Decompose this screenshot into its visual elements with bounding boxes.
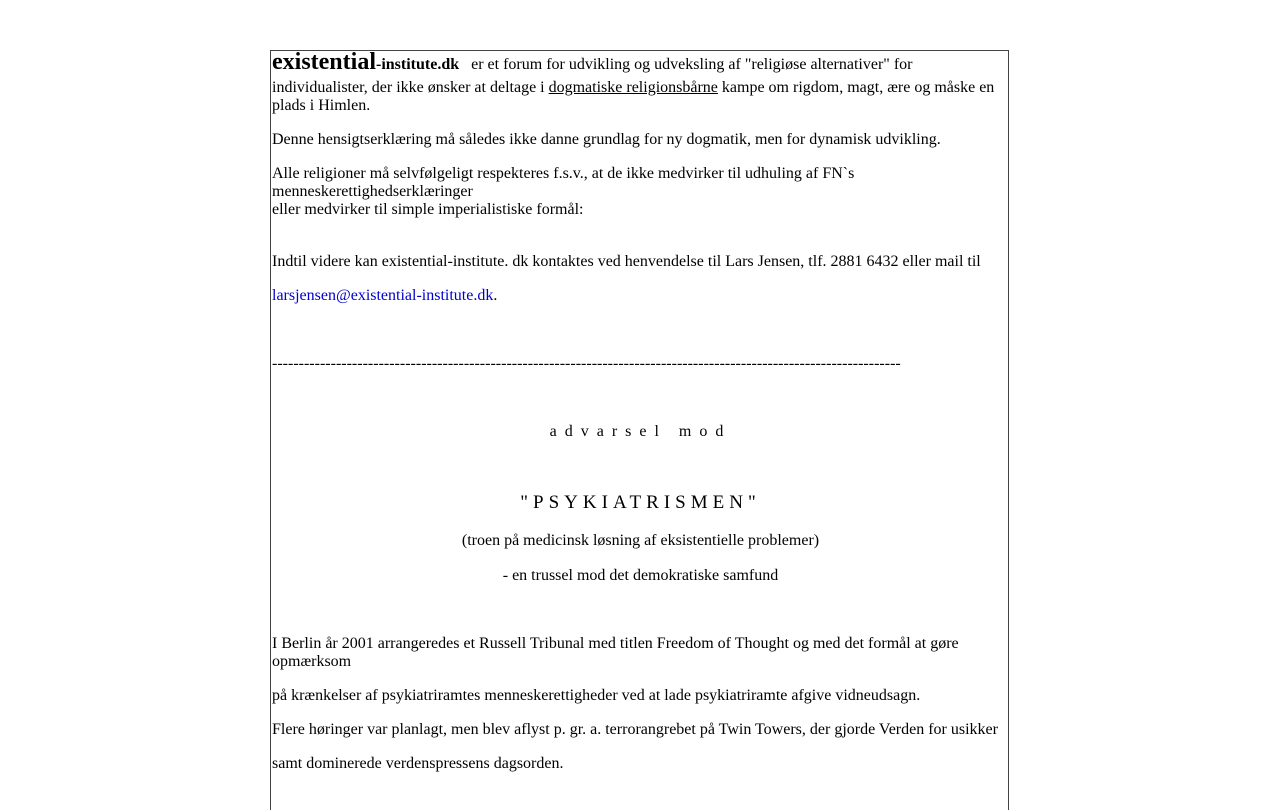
- body-hearings: Flere høringer var planlagt, men blev aflyst p. gr. a. terrorangrebet på Twin Towers, der gjorde Verden for usikker: [272, 721, 998, 738]
- content-frame: [270, 50, 1009, 810]
- email-link[interactable]: larsjensen@existential-institute.dk: [272, 287, 494, 304]
- intro-line-3: plads i Himlen.: [272, 97, 371, 114]
- body-press: samt dominerede verdenspressens dagsorden.: [272, 755, 564, 772]
- body-berlin-1: I Berlin år 2001 arrangeredes et Russell Tribunal med titlen Freedom of Thought og med det formål at gøre: [272, 635, 959, 652]
- dogma-link[interactable]: dogmatiske religionsbårne: [548, 79, 718, 96]
- paragraph-religions-3: eller medvirker til simple imperialistiske formål:: [272, 201, 584, 218]
- body-berlin-2: opmærksom: [272, 653, 352, 670]
- body-violations: på krænkelser af psykiatriramtes menneskerettigheder ved at lade psykiatriramte afgive vidneudsagn.: [272, 687, 921, 704]
- intro-text-3: kampe om rigdom, magt, ære og måske en: [721, 79, 995, 96]
- brand-domain: -institute.dk: [375, 56, 460, 73]
- email-suffix: .: [493, 287, 498, 304]
- warning-heading: advarsel mod: [549, 423, 732, 440]
- contact-text: Indtil videre kan existential-institute. dk kontaktes ved henvendelse til Lars Jensen, tlf. 2881 6432 eller mail til: [272, 253, 981, 270]
- warning-subtitle: (troen på medicinsk løsning af eksistentielle problemer): [461, 532, 820, 549]
- divider: ----------------------------------------------------------------------------------------------------------------------: [272, 355, 901, 372]
- paragraph-religions-2: menneskerettighedserklæringer: [272, 183, 473, 200]
- intro-line-1: [272, 49, 913, 75]
- warning-tagline: - en trussel mod det demokratiske samfund: [502, 567, 779, 584]
- paragraph-religions-1: Alle religioner må selvfølgeligt respekteres f.s.v., at de ikke medvirker til udhuling af FN`s: [272, 165, 855, 182]
- intro-text: er et forum for udvikling og udveksling af "religiøse alternativer" for: [471, 56, 913, 73]
- intro-line-2: [272, 79, 994, 97]
- paragraph-intent: Denne hensigtserklæring må således ikke danne grundlag for ny dogmatik, men for dynamisk udvikling.: [272, 131, 941, 148]
- brand-name: existential: [272, 49, 376, 75]
- warning-title: "PSYKIATRISMEN": [520, 492, 761, 513]
- intro-text-2: individualister, der ikke ønsker at deltage i: [272, 79, 545, 96]
- email-line: [272, 287, 497, 305]
